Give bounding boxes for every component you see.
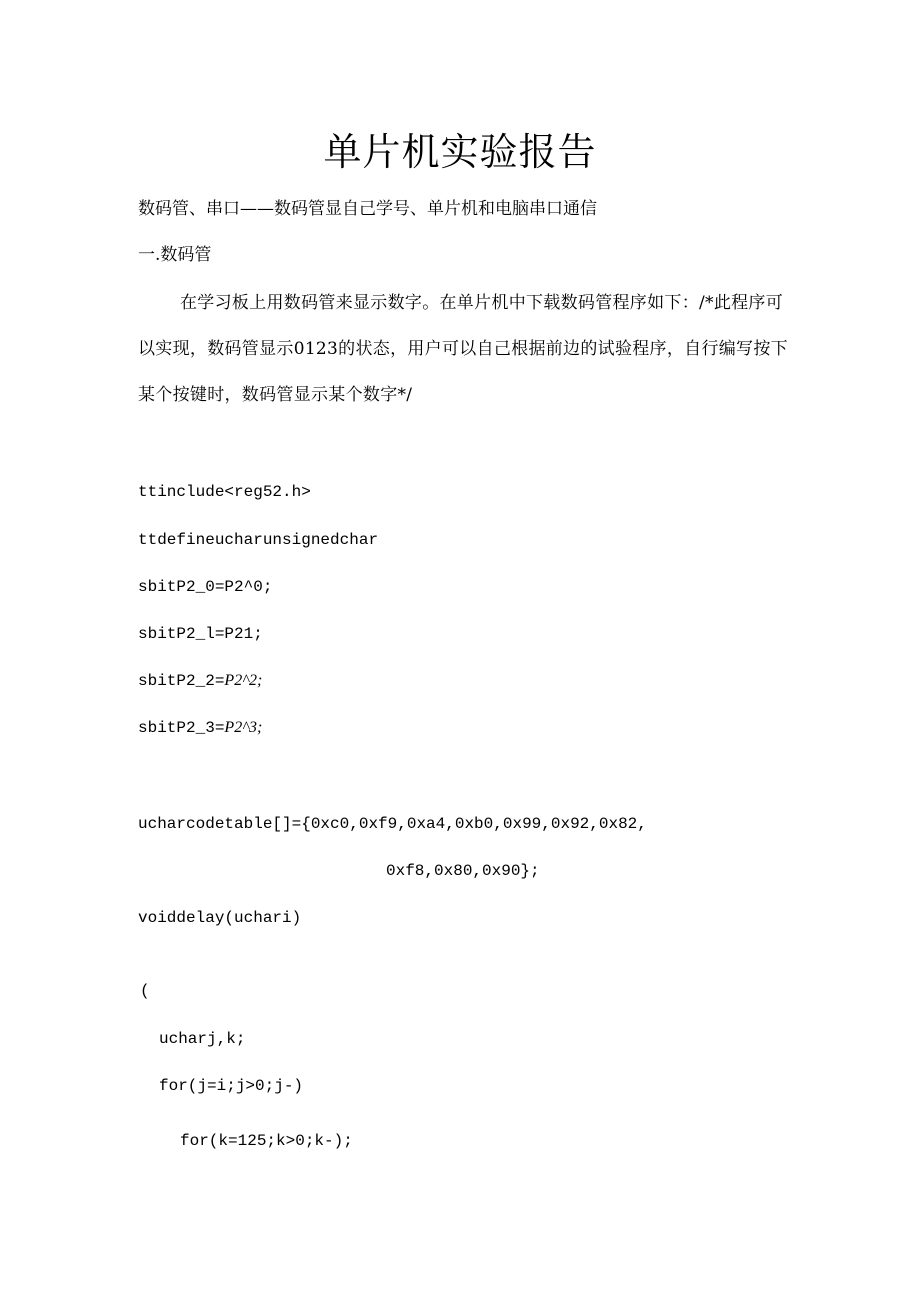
code-func-decl: voiddelay(uchari) [138,909,302,927]
code-for-outer: for(j=i;j>0;j-) [159,1077,304,1095]
code-open-brace: ( [140,982,150,1000]
code-sbit-p2-3-prefix: sbitP2_3= [138,719,225,737]
code-sbit-p2-3 [138,716,262,740]
code-sbit-p2-2 [138,669,262,693]
code-sbit-p2-2-prefix: sbitP2_2= [138,672,225,690]
code-define: ttdefineucharunsignedchar [138,531,379,549]
intro-paragraph: 在学习板上用数码管来显示数字。在单片机中下载数码管程序如下：/*此程序可以实现，数码管显示0123的状态，用户可以自己根据前边的试验程序，自行编写按下某个按键时，数码管显示某个数字*/ [138,293,788,405]
code-sbit-p2-2-value: P2^2; [224,672,263,689]
code-for-inner: for(k=125;k>0;k-); [180,1132,353,1150]
code-sbit-p2-0: sbitP2_0=P2^0; [138,578,273,596]
code-table-line-1: ucharcodetable[]={0xc0,0xf9,0xa4,0xb0,0x99,0x92,0x82, [138,815,647,833]
code-var-decl: ucharj,k; [159,1030,246,1048]
code-table-line-2: 0xf8,0x80,0x90}; [386,862,540,880]
code-include: ttinclude<reg52.h> [138,483,311,501]
code-sbit-p2-1: sbitP2_l=P21; [138,625,263,643]
code-sbit-p2-3-value: P2^3; [224,719,263,736]
section-heading: 一.数码管 [138,245,212,265]
subtitle: 数码管、串口——数码管显自己学号、单片机和电脑串口通信 [138,199,597,219]
page-title: 单片机实验报告 [323,130,597,174]
